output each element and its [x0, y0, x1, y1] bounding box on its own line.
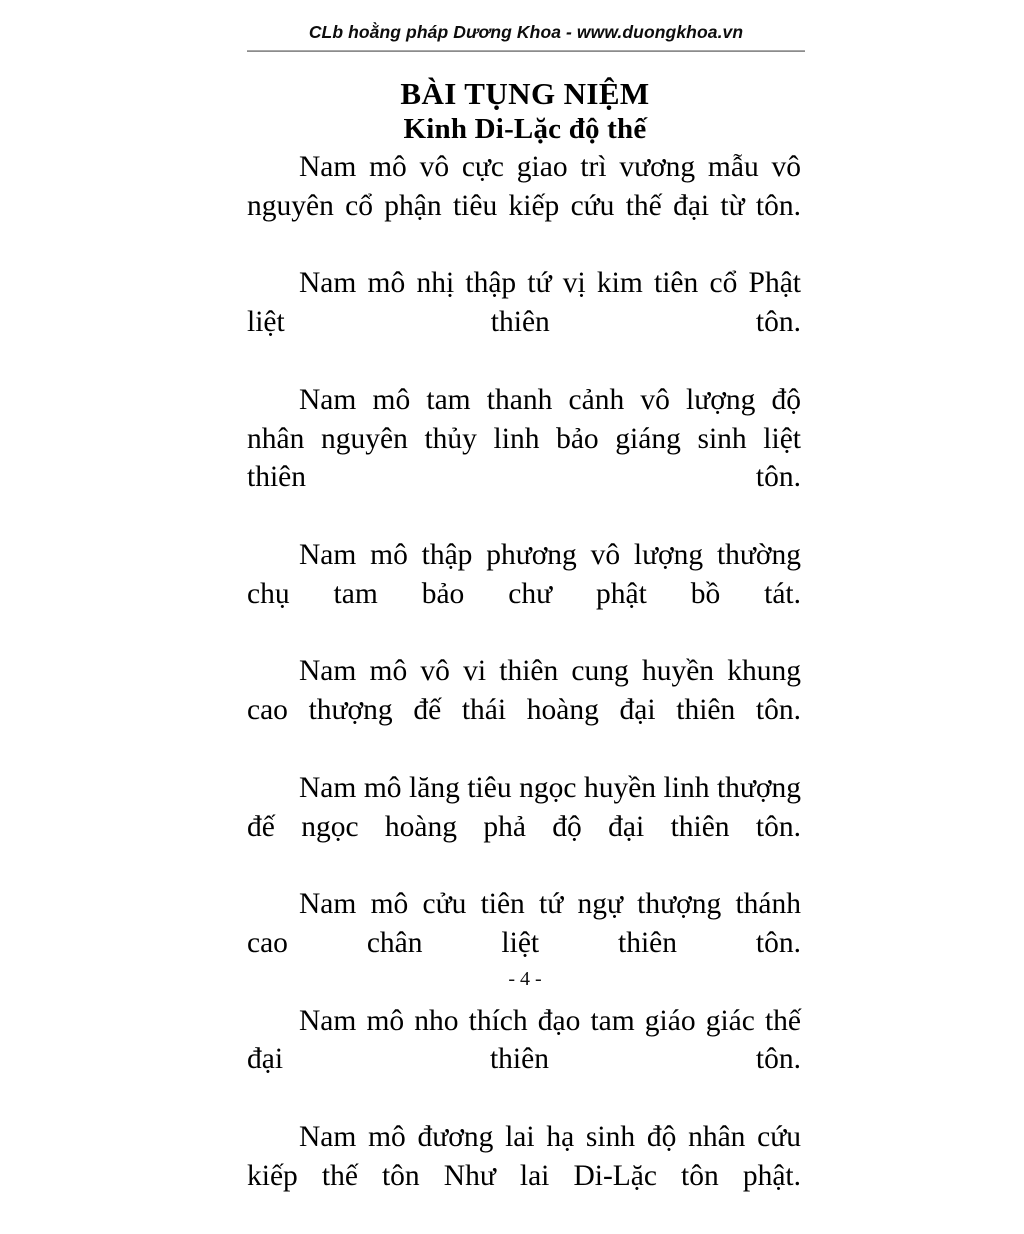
- page-title: BÀI TỤNG NIỆM: [400, 76, 650, 111]
- paragraph: Nam mô vô cực giao trì vương mẫu vô nguyên cổ phận tiêu kiếp cứu thế đại từ tôn.: [247, 151, 801, 222]
- paragraph: Nam mô cửu tiên tứ ngự thượng thánh cao chân liệt thiên tôn.: [247, 888, 801, 959]
- page-subtitle: Kinh Di-Lặc độ thế: [403, 113, 647, 145]
- paragraph: Nam mô nho thích đạo tam giáo giác thế đại thiên tôn.: [247, 1004, 801, 1076]
- paragraph: Nam mô vô vi thiên cung huyền khung cao thượng đế thái hoàng đại thiên tôn.: [247, 655, 801, 727]
- page-number: - 4 -: [508, 968, 542, 990]
- header-title: CLb hoằng pháp Dương Khoa - www.duongkhoa.vn: [308, 22, 744, 42]
- paragraph: Nam mô tam thanh cảnh vô lượng độ nhân nguyên thủy linh bảo giáng sinh liệt thiên tôn.: [247, 383, 801, 494]
- body-text: [247, 148, 801, 1234]
- header-divider: [247, 50, 805, 52]
- running-footer: [247, 968, 803, 991]
- paragraph: Nam mô thập phương vô lượng thường chụ tam bảo chư phật bồ tát.: [247, 538, 801, 610]
- paragraph: Nam mô lăng tiêu ngọc huyền linh thượng đế ngọc hoàng phả độ đại thiên tôn.: [247, 771, 801, 843]
- paragraph: Nam mô nhị thập tứ vị kim tiên cổ Phật liệt thiên tôn.: [247, 267, 801, 339]
- title-block: [247, 76, 803, 147]
- running-header: [247, 22, 805, 52]
- paragraph: Nam mô đương lai hạ sinh độ nhân cứu kiếp thế tôn Như lai Di-Lặc tôn phật.: [247, 1120, 801, 1192]
